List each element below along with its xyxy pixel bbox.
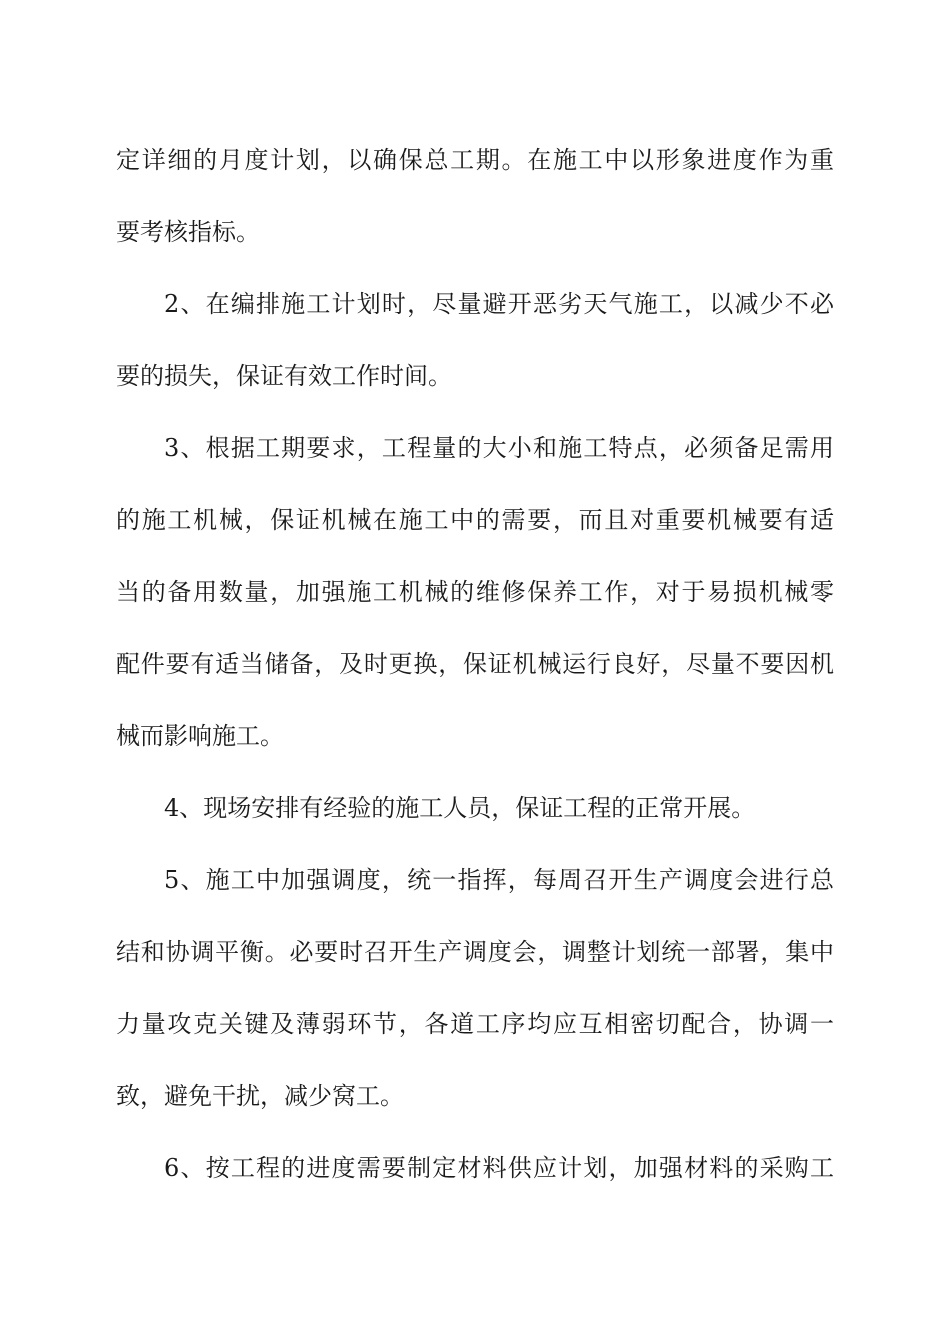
paragraph-line: 结和协调平衡。必要时召开生产调度会，调整计划统一部署，集中 <box>116 938 834 966</box>
paragraph-line: 2、在编排施工计划时，尽量避开恶劣天气施工，以减少不必 <box>164 290 834 318</box>
paragraph-line: 5、施工中加强调度，统一指挥，每周召开生产调度会进行总 <box>164 866 834 894</box>
paragraph-line: 力量攻克关键及薄弱环节，各道工序均应互相密切配合，协调一 <box>116 1010 834 1038</box>
paragraph-line: 械而影响施工。 <box>116 722 284 750</box>
paragraph-line: 致，避免干扰，减少窝工。 <box>116 1082 404 1110</box>
paragraph-line: 4、现场安排有经验的施工人员，保证工程的正常开展。 <box>164 794 756 822</box>
paragraph-line: 配件要有适当储备，及时更换，保证机械运行良好，尽量不要因机 <box>116 650 834 678</box>
paragraph-line: 的施工机械，保证机械在施工中的需要，而且对重要机械要有适 <box>116 506 834 534</box>
paragraph-line: 3、根据工期要求，工程量的大小和施工特点，必须备足需用 <box>164 434 834 462</box>
paragraph-line: 6、按工程的进度需要制定材料供应计划，加强材料的采购工 <box>164 1154 834 1182</box>
paragraph-line: 定详细的月度计划，以确保总工期。在施工中以形象进度作为重 <box>116 146 834 174</box>
paragraph-line: 当的备用数量，加强施工机械的维修保养工作，对于易损机械零 <box>116 578 834 606</box>
body-text <box>116 124 834 1204</box>
paragraph-line: 要的损失，保证有效工作时间。 <box>116 362 452 390</box>
paragraph-line: 要考核指标。 <box>116 218 260 246</box>
